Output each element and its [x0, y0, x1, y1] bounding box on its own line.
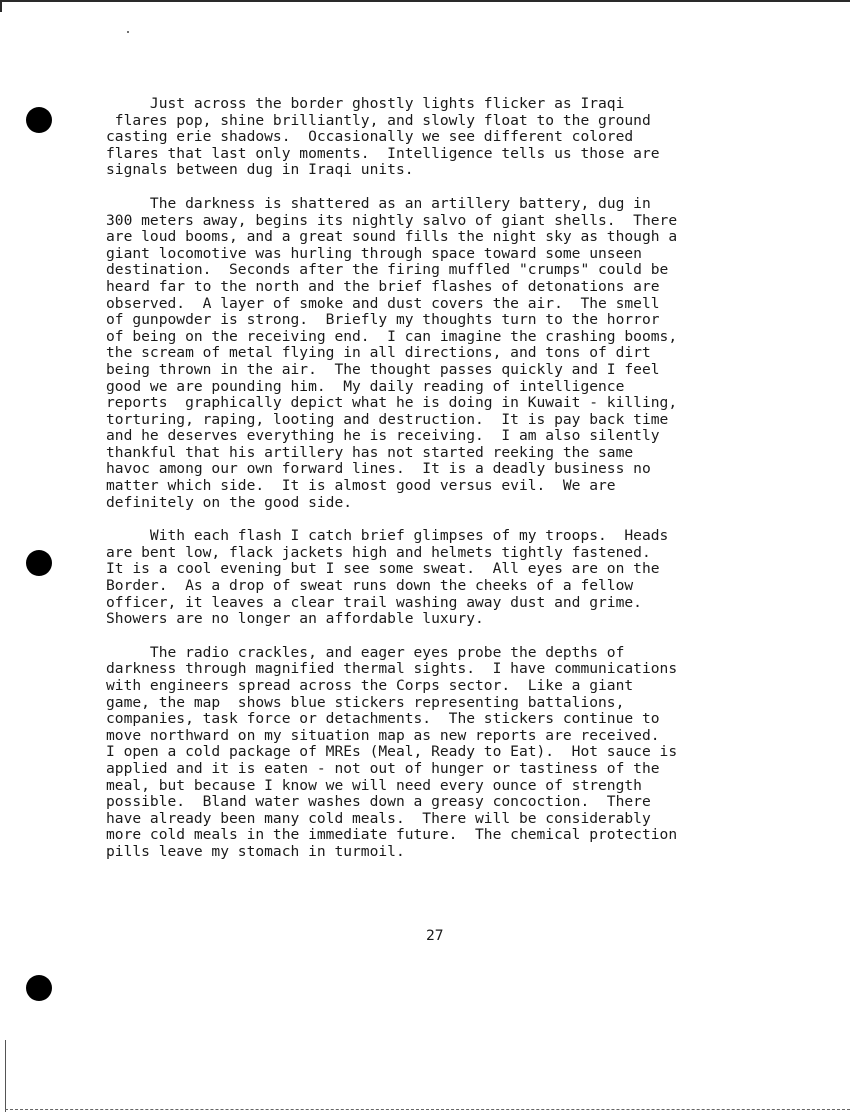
- text-line: With each flash I catch brief glimpses of my troops. Heads: [106, 527, 669, 545]
- binder-hole-middle: [26, 550, 52, 576]
- text-line: are loud booms, and a great sound fills the night sky as though a: [106, 228, 678, 246]
- left-margin-rule: [5, 1040, 6, 1112]
- text-line: the scream of metal flying in all directions, and tons of dirt: [106, 344, 651, 362]
- text-line: 300 meters away, begins its nightly salvo of giant shells. There: [106, 211, 678, 229]
- text-line: of gunpowder is strong. Briefly my thoughts turn to the horror: [106, 311, 660, 329]
- text-line: reports graphically depict what he is doing in Kuwait - killing,: [106, 394, 678, 412]
- text-line: flares that last only moments. Intelligence tells us those are: [106, 144, 660, 162]
- text-line: applied and it is eaten - not out of hunger or tastiness of the: [106, 759, 660, 777]
- text-line: Just across the border ghostly lights flicker as Iraqi: [106, 95, 625, 112]
- top-left-corner-mark: [0, 0, 2, 12]
- binder-hole-top: [26, 107, 52, 133]
- text-line: matter which side. It is almost good versus evil. We are: [106, 477, 616, 495]
- text-line: casting erie shadows. Occasionally we see different colored: [106, 128, 634, 146]
- top-border-rule: [0, 0, 850, 2]
- paragraph-1: [106, 96, 766, 179]
- page-number: 27: [426, 927, 444, 944]
- text-line: signals between dug in Iraqi units.: [106, 161, 414, 179]
- text-line: flares pop, shine brilliantly, and slowly float to the ground: [106, 111, 651, 129]
- binder-hole-bottom: [26, 975, 52, 1001]
- text-line: with engineers spread across the Corps sector. Like a giant: [106, 677, 634, 694]
- text-line: game, the map shows blue stickers representing battalions,: [106, 693, 625, 711]
- text-line: definitely on the good side.: [106, 493, 353, 511]
- text-line: havoc among our own forward lines. It is a deadly business no: [106, 460, 651, 478]
- text-line: giant locomotive was hurling through space toward some unseen: [106, 244, 642, 262]
- text-line: companies, task force or detachments. The stickers continue to: [106, 710, 660, 728]
- text-line: being thrown in the air. The thought passes quickly and I feel: [106, 360, 660, 378]
- text-line: are bent low, flack jackets high and helmets tightly fastened.: [106, 543, 651, 561]
- text-line: officer, it leaves a clear trail washing away dust and grime.: [106, 593, 642, 611]
- scan-speck: [127, 31, 129, 33]
- text-line: darkness through magnified thermal sights. I have communications: [106, 660, 678, 678]
- text-line: and he deserves everything he is receiving. I am also silently: [106, 427, 660, 445]
- document-body: [106, 96, 766, 878]
- text-line: The darkness is shattered as an artillery battery, dug in: [106, 194, 651, 212]
- text-line: Border. As a drop of sweat runs down the cheeks of a fellow: [106, 577, 634, 595]
- paragraph-3: [106, 528, 766, 628]
- paragraph-4: [106, 645, 766, 861]
- text-line: observed. A layer of smoke and dust covers the air. The smell: [106, 294, 660, 312]
- text-line: good we are pounding him. My daily reading of intelligence: [106, 377, 625, 395]
- text-line: meal, but because I know we will need every ounce of strength: [106, 776, 642, 794]
- text-line: It is a cool evening but I see some sweat. All eyes are on the: [106, 560, 660, 578]
- text-line: thankful that his artillery has not started reeking the same: [106, 443, 634, 461]
- text-line: more cold meals in the immediate future. The chemical protection: [106, 826, 678, 844]
- text-line: Showers are no longer an affordable luxury.: [106, 610, 484, 628]
- text-line: torturing, raping, looting and destruction. It is pay back time: [106, 410, 669, 428]
- text-line: have already been many cold meals. There will be considerably: [106, 809, 651, 827]
- text-line: pills leave my stomach in turmoil.: [106, 842, 405, 860]
- text-line: possible. Bland water washes down a greasy concoction. There: [106, 793, 651, 811]
- text-line: destination. Seconds after the firing muffled "crumps" could be: [106, 261, 669, 279]
- bottom-border-rule: [5, 1109, 850, 1110]
- text-line: move northward on my situation map as new reports are received.: [106, 726, 660, 744]
- paragraph-2: [106, 196, 766, 511]
- text-line: I open a cold package of MREs (Meal, Ready to Eat). Hot sauce is: [106, 743, 678, 761]
- text-line: The radio crackles, and eager eyes probe the depths of: [106, 643, 625, 661]
- text-line: of being on the receiving end. I can imagine the crashing booms,: [106, 327, 678, 345]
- text-line: heard far to the north and the brief flashes of detonations are: [106, 277, 660, 295]
